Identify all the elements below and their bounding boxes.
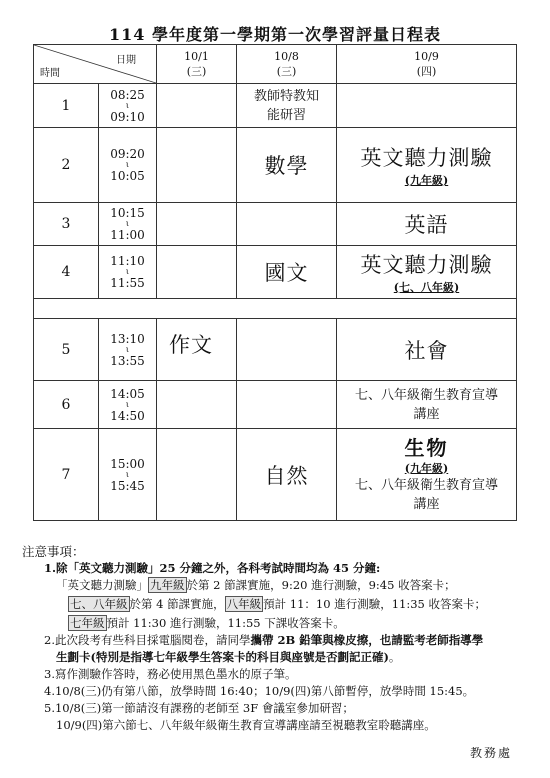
cell-p1-d3: [337, 84, 517, 128]
notes-section: [22, 543, 542, 734]
period-row-7: [34, 429, 517, 521]
cell-p5-d2: [237, 319, 337, 381]
notes-heading: 注意事項：: [22, 544, 85, 559]
period-number: 3: [34, 203, 99, 246]
period-row-6: [34, 381, 517, 429]
note-5-line-2: 10/9(四)第六節七、八年級年級衛生教育宣導講座請至視聽教室聆聽講座。: [56, 718, 436, 732]
cell-p6-d3: 七、八年級衛生教育宣導講座: [337, 381, 517, 429]
note-1-line-2: 「英文聽力測驗」 九年級 於第 2 節課實施，9:20 進行測驗，9:45 收答案卡；: [56, 578, 456, 592]
period-number: 5: [34, 319, 99, 381]
lunch-break-row: [34, 299, 517, 319]
period-row-4: [34, 246, 517, 299]
time-axis-label: 時間: [40, 68, 60, 79]
note-5: 5.10/8(三)第一節請沒有課務的老師至 3F 會議室參加研習；: [44, 701, 354, 715]
cell-p3-d1: [157, 203, 237, 246]
date-header-1: 10/1 (三): [157, 45, 237, 84]
cell-p3-d3: 英語: [337, 203, 517, 246]
note-3: 3.寫作測驗作答時，務必使用黑色墨水的原子筆。: [44, 667, 297, 681]
note-1: 1.除「英文聽力測驗」25 分鐘之外，各科考試時間均為 45 分鐘:: [44, 561, 381, 575]
period-number: 4: [34, 246, 99, 299]
cell-p4-d2: 國文: [237, 246, 337, 299]
period-time: 09:20 ι 10:05: [99, 128, 157, 203]
period-row-5: [34, 319, 517, 381]
cell-p7-d1: [157, 429, 237, 521]
period-number: 1: [34, 84, 99, 128]
period-time: 11:10 ι 11:55: [99, 246, 157, 299]
date-header-2: 10/8 (三): [237, 45, 337, 84]
cell-p5-d1: 作文: [157, 319, 237, 381]
period-row-3: [34, 203, 517, 246]
date-header-3: 10/9 (四): [337, 45, 517, 84]
corner-header-cell: [34, 45, 157, 84]
cell-p6-d1: [157, 381, 237, 429]
cell-p6-d2: [237, 381, 337, 429]
period-time: 15:00 ι 15:45: [99, 429, 157, 521]
date-axis-label: 日期: [116, 55, 136, 66]
note-2-line-2: 生劃卡(特別是指導七年級學生答案卡的科目與座號是否劃記正確)。: [56, 650, 401, 664]
note-2: 2.此次段考有些科目採電腦閱卷，請同學攜帶 2B 鉛筆與橡皮擦，也請監考老師指導學: [44, 633, 484, 647]
period-time: 10:15 ι 11:00: [99, 203, 157, 246]
cell-p2-d3: 英文聽力測驗 (九年級): [337, 128, 517, 203]
schedule-table: [33, 44, 517, 521]
cell-p2-d1: [157, 128, 237, 203]
cell-p4-d3: 英文聽力測驗 (七、八年級): [337, 246, 517, 299]
cell-p2-d2: 數學: [237, 128, 337, 203]
note-1-line-4: 七年級 預計 11:30 進行測驗，11:55 下課收答案卡。: [70, 616, 345, 630]
page-title: 114 學年度第一學期第一次學習評量日程表: [109, 25, 441, 44]
office-signature: 教務處: [470, 746, 513, 760]
lunch-break-cell: [34, 299, 517, 319]
cell-p3-d2: [237, 203, 337, 246]
cell-p7-d3: 生物 (九年級) 七、八年級衛生教育宣導講座: [337, 429, 517, 521]
note-1-line-3: 七、八年級 於第 4 節課實施， 八年級 預計 11：10 進行測驗，11:35 收答案卡；: [70, 597, 487, 611]
header-row: [34, 45, 517, 84]
period-row-1: [34, 84, 517, 128]
cell-p7-d2: 自然: [237, 429, 337, 521]
cell-p1-d2: 教師特教知能研習: [237, 84, 337, 128]
period-number: 7: [34, 429, 99, 521]
period-time: 14:05 ι 14:50: [99, 381, 157, 429]
cell-p1-d1: [157, 84, 237, 128]
period-number: 2: [34, 128, 99, 203]
period-row-2: [34, 128, 517, 203]
period-time: 08:25 ι 09:10: [99, 84, 157, 128]
cell-p4-d1: [157, 246, 237, 299]
period-number: 6: [34, 381, 99, 429]
period-time: 13:10 ι 13:55: [99, 319, 157, 381]
note-4: 4.10/8(三)仍有第八節，放學時間 16:40；10/9(四)第八節暫停，放學時間 15:45。: [44, 684, 475, 698]
cell-p5-d3: 社會: [337, 319, 517, 381]
